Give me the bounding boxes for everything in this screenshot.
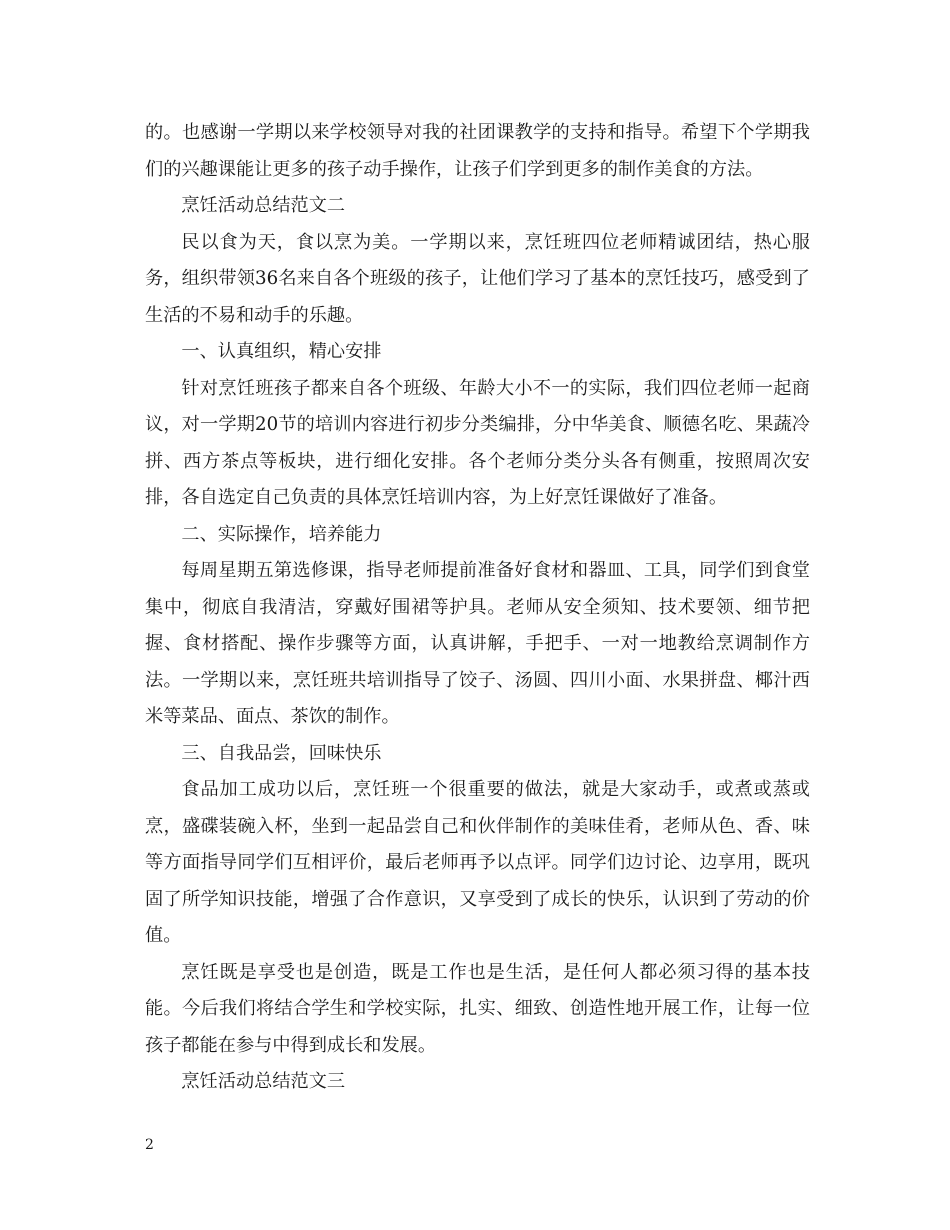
subheading-one: 一、认真组织，精心安排 [181, 341, 382, 362]
document-body [145, 115, 810, 1101]
paragraph-practice: 每周星期五第选修课，指导老师提前准备好食材和器皿、工具，同学们到食堂集中，彻底自我清洁，穿戴好围裙等护具。老师从安全须知、技术要领、细节把握、食材搭配、操作步骤等方面，认真讲解，手把手、一对一地教给烹调制作方法。一学期以来，烹饪班共培训指导了饺子、汤圆、四川小面、水果拼盘、椰汁西米等菜品、面点、茶饮的制作。 [145, 560, 810, 727]
paragraph-tasting: 食品加工成功以后，烹饪班一个很重要的做法，就是大家动手，或煮或蒸或烹，盛碟装碗入杯，坐到一起品尝自己和伙伴制作的美味佳肴，老师从色、香、味等方面指导同学们互相评价，最后老师再予以点评。同学们边讨论、边享用，既巩固了所学知识技能，增强了合作意识，又享受到了成长的快乐，认识到了劳动的价值。 [145, 779, 810, 946]
section-heading-sample-three: 烹饪活动总结范文三 [181, 1071, 346, 1092]
paragraph-organize: 针对烹饪班孩子都来自各个班级、年龄大小不一的实际，我们四位老师一起商议，对一学期20节的培训内容进行初步分类编排，分中华美食、顺德名吃、果蔬冷拼、西方茶点等板块，进行细化安排。各个老师分类分头各有侧重，按照周次安排，各自选定自己负责的具体烹饪培训内容，为上好烹饪课做好了准备。 [145, 377, 810, 508]
paragraph-intro: 民以食为天，食以烹为美。一学期以来，烹饪班四位老师精诚团结，热心服务，组织带领36名来自各个班级的孩子，让他们学习了基本的烹饪技巧，感受到了生活的不易和动手的乐趣。 [145, 231, 810, 326]
paragraph-conclusion: 烹饪既是享受也是创造，既是工作也是生活，是任何人都必须习得的基本技能。今后我们将结合学生和学校实际，扎实、细致、创造性地开展工作，让每一位孩子都能在参与中得到成长和发展。 [145, 961, 810, 1056]
page-number: 2 [145, 1137, 154, 1153]
section-heading-sample-two: 烹饪活动总结范文二 [181, 195, 346, 216]
paragraph-continuation: 的。也感谢一学期以来学校领导对我的社团课教学的支持和指导。希望下个学期我们的兴趣课能让更多的孩子动手操作，让孩子们学到更多的制作美食的方法。 [145, 122, 810, 180]
subheading-two: 二、实际操作，培养能力 [181, 523, 382, 545]
subheading-three: 三、自我品尝，回味快乐 [181, 742, 382, 764]
